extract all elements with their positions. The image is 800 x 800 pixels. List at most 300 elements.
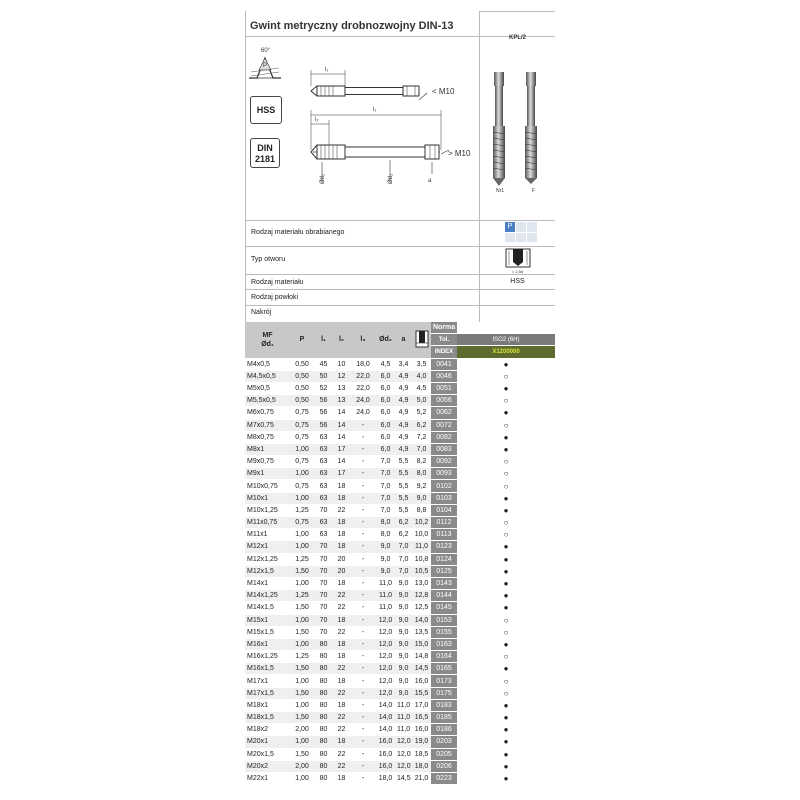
cell-index: 0144 <box>431 590 457 602</box>
cell-d2: 11,0 <box>376 590 395 602</box>
cell-drill: 4,5 <box>412 382 431 394</box>
col-p: P <box>290 322 314 358</box>
cell-index: 0223 <box>431 772 457 784</box>
col-l1: l₁ <box>314 322 333 358</box>
cell-l3: - <box>350 565 376 577</box>
cell-availability: ● <box>457 407 555 419</box>
table-row <box>245 712 555 724</box>
cell-index: 0164 <box>431 651 457 663</box>
cell-l1: 56 <box>314 419 333 431</box>
cell-p: 1,00 <box>290 541 314 553</box>
table-row <box>245 736 555 748</box>
cell-l3: - <box>350 431 376 443</box>
lt-m10-label: < M10 <box>432 87 455 96</box>
cell-drill: 9,0 <box>412 492 431 504</box>
cell-index: 0153 <box>431 614 457 626</box>
tap-photo-2 <box>525 72 537 184</box>
col-index: INDEX <box>431 346 457 358</box>
gt-m10-label: > M10 <box>448 149 471 158</box>
cell-drill: 10,5 <box>412 565 431 577</box>
cell-a: 7,0 <box>395 565 412 577</box>
cell-availability: ○ <box>457 687 555 699</box>
cell-availability: ● <box>457 748 555 760</box>
material-value: HSS <box>510 278 525 285</box>
cell-a: 5,5 <box>395 492 412 504</box>
cell-d2: 12,0 <box>376 687 395 699</box>
cell-d2: 7,0 <box>376 456 395 468</box>
cell-l2: 18 <box>333 529 350 541</box>
table-row <box>245 358 555 370</box>
cell-a: 9,0 <box>395 675 412 687</box>
cell-l3: - <box>350 638 376 650</box>
cell-availability: ○ <box>457 614 555 626</box>
table-row <box>245 480 555 492</box>
cell-index: 0046 <box>431 370 457 382</box>
material-badge-icon <box>527 222 537 232</box>
cell-a: 5,5 <box>395 504 412 516</box>
cell-availability: ● <box>457 492 555 504</box>
cell-availability: ○ <box>457 517 555 529</box>
cell-drill: 12,8 <box>412 590 431 602</box>
cell-p: 1,50 <box>290 663 314 675</box>
table-row <box>245 407 555 419</box>
cell-mf: M9x0,75 <box>245 456 290 468</box>
cell-index: 0062 <box>431 407 457 419</box>
cell-a: 9,0 <box>395 590 412 602</box>
cell-a: 11,0 <box>395 712 412 724</box>
cell-l3: - <box>350 687 376 699</box>
cell-drill: 14,8 <box>412 651 431 663</box>
cell-l1: 80 <box>314 712 333 724</box>
hole-depth-note: < 2,5d <box>512 269 524 274</box>
cell-d2: 18,0 <box>376 772 395 784</box>
cell-p: 1,50 <box>290 687 314 699</box>
table-row <box>245 772 555 784</box>
cell-l1: 70 <box>314 602 333 614</box>
cell-p: 1,25 <box>290 504 314 516</box>
cell-l1: 80 <box>314 772 333 784</box>
col-a: a <box>395 322 412 358</box>
cell-d2: 6,0 <box>376 407 395 419</box>
cell-d2: 14,0 <box>376 712 395 724</box>
cell-l3: 24,0 <box>350 407 376 419</box>
cell-d2: 6,0 <box>376 443 395 455</box>
cell-l1: 63 <box>314 492 333 504</box>
cell-mf: M5,5x0,5 <box>245 395 290 407</box>
a-label: a <box>428 178 432 184</box>
table-row <box>245 382 555 394</box>
table-row <box>245 614 555 626</box>
col-mf-label: MF <box>262 331 273 339</box>
cell-availability: ● <box>457 541 555 553</box>
cell-drill: 21,0 <box>412 772 431 784</box>
cell-mf: M6x0,75 <box>245 407 290 419</box>
cell-a: 7,0 <box>395 553 412 565</box>
cell-p: 0,75 <box>290 517 314 529</box>
cell-index: 0051 <box>431 382 457 394</box>
cell-l2: 18 <box>333 614 350 626</box>
cell-a: 6,2 <box>395 517 412 529</box>
cell-drill: 3,5 <box>412 358 431 370</box>
cell-l2: 22 <box>333 504 350 516</box>
cell-l3: - <box>350 443 376 455</box>
props-line-4 <box>245 305 555 306</box>
cell-d2: 6,0 <box>376 431 395 443</box>
cell-index: 0123 <box>431 541 457 553</box>
cell-l3: - <box>350 748 376 760</box>
material-badge-icon <box>516 222 526 232</box>
upper-tap-shape <box>311 70 427 100</box>
cell-drill: 13,5 <box>412 626 431 638</box>
cell-l3: - <box>350 712 376 724</box>
cell-index: 0203 <box>431 736 457 748</box>
cell-mf: M12x1,5 <box>245 565 290 577</box>
cell-l3: - <box>350 614 376 626</box>
cell-d2: 16,0 <box>376 736 395 748</box>
cell-mf: M20x1 <box>245 736 290 748</box>
cell-p: 1,25 <box>290 590 314 602</box>
table-row <box>245 456 555 468</box>
hss-box <box>250 96 282 124</box>
photo-label-2: F <box>532 188 536 194</box>
material-badge-icon <box>505 233 515 242</box>
col-l3: l₃ <box>350 322 376 358</box>
p-badge-label: P <box>507 223 513 230</box>
cell-index: 0155 <box>431 626 457 638</box>
cell-l1: 63 <box>314 480 333 492</box>
lower-tap-shape <box>311 110 449 182</box>
cell-a: 4,9 <box>395 370 412 382</box>
cell-l2: 18 <box>333 517 350 529</box>
cell-d2: 8,0 <box>376 529 395 541</box>
cell-index: 0183 <box>431 699 457 711</box>
cell-a: 9,0 <box>395 687 412 699</box>
blind-hole-icon <box>504 248 536 274</box>
cell-availability: ● <box>457 577 555 589</box>
cell-l2: 14 <box>333 407 350 419</box>
cell-p: 0,75 <box>290 431 314 443</box>
cell-d2: 16,0 <box>376 760 395 772</box>
cell-index: 0125 <box>431 565 457 577</box>
cell-availability: ● <box>457 712 555 724</box>
cell-mf: M10x0,75 <box>245 480 290 492</box>
cell-d2: 14,0 <box>376 699 395 711</box>
cell-l2: 10 <box>333 358 350 370</box>
props-line-3 <box>245 289 555 290</box>
cell-d2: 4,5 <box>376 358 395 370</box>
hss-box-label: HSS <box>256 105 276 115</box>
cell-l2: 22 <box>333 626 350 638</box>
cell-l2: 18 <box>333 651 350 663</box>
cell-drill: 4,0 <box>412 370 431 382</box>
cell-p: 1,50 <box>290 565 314 577</box>
workpiece-material-label: Rodzaj materiału obrabianego <box>251 229 345 236</box>
cell-l3: - <box>350 468 376 480</box>
cell-availability: ○ <box>457 651 555 663</box>
cell-index: 0104 <box>431 504 457 516</box>
cell-l3: - <box>350 504 376 516</box>
cell-a: 9,0 <box>395 651 412 663</box>
cell-l1: 63 <box>314 468 333 480</box>
cell-p: 1,00 <box>290 675 314 687</box>
cell-index: 0113 <box>431 529 457 541</box>
cell-mf: M18x1 <box>245 699 290 711</box>
table-row <box>245 529 555 541</box>
cell-availability: ○ <box>457 480 555 492</box>
cell-index: 0112 <box>431 517 457 529</box>
cell-l1: 80 <box>314 760 333 772</box>
cell-index: 0163 <box>431 638 457 650</box>
cell-l2: 17 <box>333 468 350 480</box>
cell-a: 9,0 <box>395 626 412 638</box>
cell-availability: ○ <box>457 675 555 687</box>
cell-a: 4,9 <box>395 419 412 431</box>
cell-drill: 18,5 <box>412 748 431 760</box>
cell-d2: 6,0 <box>376 382 395 394</box>
cell-p: 1,00 <box>290 492 314 504</box>
cell-index: 0143 <box>431 577 457 589</box>
cell-p: 1,50 <box>290 602 314 614</box>
cell-drill: 5,0 <box>412 395 431 407</box>
cell-l2: 14 <box>333 456 350 468</box>
cell-l3: - <box>350 577 376 589</box>
cell-index: 0145 <box>431 602 457 614</box>
cell-l3: - <box>350 602 376 614</box>
cell-p: 0,75 <box>290 419 314 431</box>
col-d2: Ød₂ <box>376 322 395 358</box>
cell-a: 12,0 <box>395 760 412 772</box>
table-row <box>245 468 555 480</box>
cell-l1: 70 <box>314 565 333 577</box>
cell-l2: 18 <box>333 772 350 784</box>
table-row <box>245 577 555 589</box>
cell-availability: ● <box>457 724 555 736</box>
cell-p: 1,25 <box>290 553 314 565</box>
cell-l3: - <box>350 456 376 468</box>
cell-l1: 70 <box>314 577 333 589</box>
cell-mf: M7x0,75 <box>245 419 290 431</box>
cell-index: 0102 <box>431 480 457 492</box>
cell-mf: M18x1,5 <box>245 712 290 724</box>
cell-l3: - <box>350 772 376 784</box>
material-label: Rodzaj materiału <box>251 279 304 286</box>
page-title: Gwint metryczny drobnozwojny DIN-13 <box>250 20 454 32</box>
cell-availability: ○ <box>457 456 555 468</box>
cell-a: 4,9 <box>395 443 412 455</box>
cell-mf: M11x1 <box>245 529 290 541</box>
cell-d2: 11,0 <box>376 577 395 589</box>
props-line-1 <box>245 246 555 247</box>
cell-l2: 18 <box>333 736 350 748</box>
table-row <box>245 651 555 663</box>
cell-l2: 18 <box>333 638 350 650</box>
cell-l1: 70 <box>314 504 333 516</box>
material-badge-icon <box>527 233 537 242</box>
angle-label: 60° <box>261 48 271 54</box>
cell-p: 1,50 <box>290 712 314 724</box>
table-row <box>245 663 555 675</box>
cell-mf: M20x2 <box>245 760 290 772</box>
cell-l2: 22 <box>333 687 350 699</box>
cell-drill: 15,5 <box>412 687 431 699</box>
cell-availability: ○ <box>457 529 555 541</box>
cell-drill: 10,8 <box>412 553 431 565</box>
cell-availability: ● <box>457 590 555 602</box>
tap-photo <box>486 68 550 198</box>
cell-mf: M15x1 <box>245 614 290 626</box>
cell-l1: 70 <box>314 590 333 602</box>
cell-l1: 63 <box>314 431 333 443</box>
cell-availability: ● <box>457 504 555 516</box>
cell-d2: 12,0 <box>376 651 395 663</box>
cell-d2: 7,0 <box>376 504 395 516</box>
cell-p: 1,00 <box>290 529 314 541</box>
cell-index: 0206 <box>431 760 457 772</box>
cell-d2: 12,0 <box>376 663 395 675</box>
cell-l2: 20 <box>333 565 350 577</box>
cell-p: 1,00 <box>290 772 314 784</box>
cell-mf: M14x1 <box>245 577 290 589</box>
cell-d2: 7,0 <box>376 492 395 504</box>
cell-l3: - <box>350 419 376 431</box>
table-row <box>245 419 555 431</box>
cell-p: 1,00 <box>290 736 314 748</box>
table-row <box>245 748 555 760</box>
col-chamfer <box>412 322 431 358</box>
upper-l1-label: l₁ <box>325 67 329 73</box>
cell-index: 0205 <box>431 748 457 760</box>
cell-d2: 11,0 <box>376 602 395 614</box>
cell-availability: ○ <box>457 395 555 407</box>
profile-letter: P <box>263 63 268 69</box>
cell-l1: 70 <box>314 626 333 638</box>
cell-l2: 18 <box>333 577 350 589</box>
cell-availability: ○ <box>457 370 555 382</box>
cell-mf: M10x1,25 <box>245 504 290 516</box>
drawing-bottom-line <box>245 220 555 221</box>
cell-l3: - <box>350 480 376 492</box>
din-box-line1: DIN <box>257 143 273 153</box>
cell-mf: M5x0,5 <box>245 382 290 394</box>
hub-label: Nakrój <box>251 309 272 316</box>
cell-l2: 22 <box>333 724 350 736</box>
cell-index: 0082 <box>431 431 457 443</box>
cell-l3: 18,0 <box>350 358 376 370</box>
tap-drawing <box>245 40 480 220</box>
cell-drill: 14,5 <box>412 663 431 675</box>
lower-l2-label: l₂ <box>315 117 319 123</box>
cell-l1: 80 <box>314 675 333 687</box>
cell-l3: - <box>350 517 376 529</box>
cell-l1: 80 <box>314 651 333 663</box>
cell-availability: ● <box>457 443 555 455</box>
d2-label: Ød₂ <box>388 173 394 184</box>
cell-l3: 22,0 <box>350 382 376 394</box>
cell-p: 0,50 <box>290 382 314 394</box>
cell-mf: M17x1 <box>245 675 290 687</box>
cell-p: 2,00 <box>290 760 314 772</box>
cell-l3: - <box>350 541 376 553</box>
cell-index: 0124 <box>431 553 457 565</box>
cell-mf: M14x1,5 <box>245 602 290 614</box>
cell-a: 4,9 <box>395 395 412 407</box>
cell-d2: 8,0 <box>376 517 395 529</box>
cell-index: 0072 <box>431 419 457 431</box>
title-row <box>245 11 555 36</box>
p-badge-icon <box>505 222 515 232</box>
cell-d2: 12,0 <box>376 675 395 687</box>
cell-l2: 14 <box>333 419 350 431</box>
cell-mf: M15x1,5 <box>245 626 290 638</box>
cell-l2: 18 <box>333 675 350 687</box>
cell-l1: 80 <box>314 736 333 748</box>
col-d1-label: Ød₁ <box>261 340 274 348</box>
cell-mf: M12x1,25 <box>245 553 290 565</box>
cell-index: 0165 <box>431 663 457 675</box>
cell-l2: 22 <box>333 712 350 724</box>
cell-l1: 80 <box>314 663 333 675</box>
cell-drill: 8,8 <box>412 504 431 516</box>
cell-drill: 14,0 <box>412 614 431 626</box>
cell-l1: 80 <box>314 748 333 760</box>
cell-l1: 45 <box>314 358 333 370</box>
cell-l3: - <box>350 699 376 711</box>
cell-l2: 14 <box>333 431 350 443</box>
cell-a: 12,0 <box>395 736 412 748</box>
cell-index: 0186 <box>431 724 457 736</box>
cell-l3: - <box>350 724 376 736</box>
cell-drill: 18,0 <box>412 760 431 772</box>
cell-drill: 10,0 <box>412 529 431 541</box>
cell-l3: - <box>350 663 376 675</box>
photo-label-1: Nr1 <box>496 188 505 194</box>
cell-availability: ○ <box>457 626 555 638</box>
cell-l3: - <box>350 651 376 663</box>
cell-drill: 11,0 <box>412 541 431 553</box>
cell-l2: 18 <box>333 492 350 504</box>
cell-index: 0056 <box>431 395 457 407</box>
cell-l1: 56 <box>314 407 333 419</box>
cell-d2: 9,0 <box>376 553 395 565</box>
material-group-badges <box>505 222 537 242</box>
cell-l1: 80 <box>314 699 333 711</box>
cell-drill: 12,5 <box>412 602 431 614</box>
cell-d2: 12,0 <box>376 638 395 650</box>
cell-drill: 5,2 <box>412 407 431 419</box>
cell-mf: M4x0,5 <box>245 358 290 370</box>
cell-l1: 70 <box>314 553 333 565</box>
cell-drill: 19,0 <box>412 736 431 748</box>
cell-l2: 13 <box>333 382 350 394</box>
table-row <box>245 370 555 382</box>
cell-a: 5,5 <box>395 456 412 468</box>
cell-mf: M10x1 <box>245 492 290 504</box>
cell-d2: 6,0 <box>376 419 395 431</box>
cell-d2: 16,0 <box>376 748 395 760</box>
cell-l2: 18 <box>333 480 350 492</box>
cell-drill: 13,0 <box>412 577 431 589</box>
cell-a: 9,0 <box>395 602 412 614</box>
cell-l1: 63 <box>314 443 333 455</box>
cell-drill: 6,2 <box>412 419 431 431</box>
cell-mf: M9x1 <box>245 468 290 480</box>
cell-index: 0185 <box>431 712 457 724</box>
lower-l1-label: l₁ <box>373 107 377 113</box>
cell-p: 1,50 <box>290 748 314 760</box>
cell-a: 9,0 <box>395 638 412 650</box>
cell-p: 0,50 <box>290 370 314 382</box>
cell-l3: - <box>350 760 376 772</box>
